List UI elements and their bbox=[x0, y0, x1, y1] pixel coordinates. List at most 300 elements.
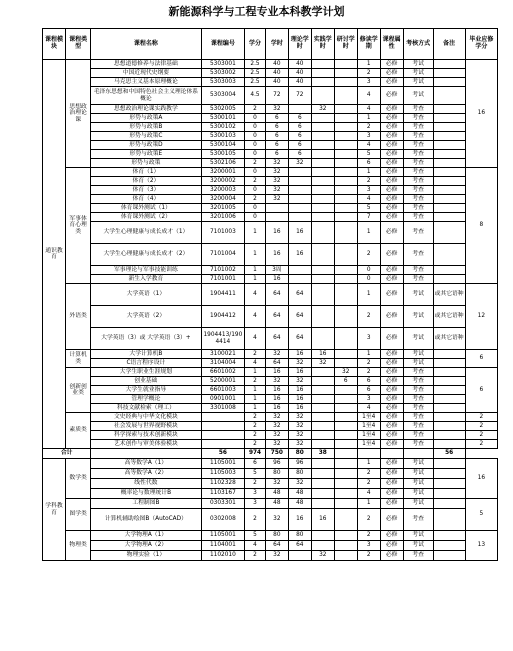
table-row bbox=[43, 204, 498, 213]
course-attribute: 必修 bbox=[380, 266, 403, 275]
credits: 1 bbox=[245, 404, 266, 413]
course-attribute: 必修 bbox=[380, 123, 403, 132]
credits: 4 bbox=[245, 328, 266, 350]
hours: 32 bbox=[265, 168, 288, 177]
assessment-method: 考查 bbox=[403, 177, 433, 186]
practice-hours bbox=[311, 413, 334, 422]
practice-hours bbox=[311, 186, 334, 195]
course-name: 新生入学教育 bbox=[91, 275, 201, 284]
course-code: 5300104 bbox=[201, 141, 245, 150]
course-name: 体育（2） bbox=[91, 177, 201, 186]
course-type-cell: 创新创业类 bbox=[65, 368, 90, 413]
credits: 2 bbox=[245, 479, 266, 489]
practice-hours: 32 bbox=[311, 551, 334, 561]
theory-hours bbox=[288, 105, 311, 114]
remark-cell bbox=[433, 368, 465, 377]
credits: 6 bbox=[245, 459, 266, 469]
course-code: 5200001 bbox=[201, 377, 245, 386]
seminar-hours bbox=[334, 541, 357, 551]
hours: 72 bbox=[265, 87, 288, 105]
hours: 48 bbox=[265, 499, 288, 509]
course-type-cell: 思想政治理论课 bbox=[65, 60, 90, 168]
hours: 32 bbox=[265, 195, 288, 204]
credits: 2 bbox=[245, 509, 266, 531]
required-credits-cell: 16 bbox=[465, 459, 497, 499]
table-row bbox=[43, 275, 498, 284]
theory-hours: 32 bbox=[288, 359, 311, 368]
assessment-method: 考查 bbox=[403, 395, 433, 404]
course-attribute: 必修 bbox=[380, 204, 403, 213]
theory-hours: 6 bbox=[288, 114, 311, 123]
remark-cell bbox=[433, 431, 465, 440]
theory-hours bbox=[288, 177, 311, 186]
remark-cell bbox=[433, 78, 465, 87]
seminar-hours bbox=[334, 177, 357, 186]
course-code: 5300105 bbox=[201, 150, 245, 159]
remark-cell bbox=[433, 60, 465, 69]
seminar-hours bbox=[334, 350, 357, 359]
remark-cell bbox=[433, 159, 465, 168]
seminar-hours bbox=[334, 204, 357, 213]
course-attribute: 必修 bbox=[380, 459, 403, 469]
practice-hours bbox=[311, 368, 334, 377]
assessment-method: 考查 bbox=[403, 404, 433, 413]
hours: 32 bbox=[265, 422, 288, 431]
course-code: 5303002 bbox=[201, 69, 245, 78]
theory-hours: 16 bbox=[288, 368, 311, 377]
credits: 2 bbox=[245, 431, 266, 440]
practice-hours bbox=[311, 244, 334, 266]
course-type-cell: 军事体育心理类 bbox=[65, 168, 90, 284]
seminar-hours bbox=[334, 413, 357, 422]
course-name: 形势与政策B bbox=[91, 123, 201, 132]
remark-cell bbox=[433, 141, 465, 150]
practice-hours bbox=[311, 87, 334, 105]
course-code: 0302008 bbox=[201, 509, 245, 531]
remark-cell bbox=[433, 222, 465, 244]
course-attribute: 必修 bbox=[380, 186, 403, 195]
theory-hours: 16 bbox=[288, 509, 311, 531]
remark-cell: 或其它语种 bbox=[433, 306, 465, 328]
table-row bbox=[43, 551, 498, 561]
table-row bbox=[43, 531, 498, 541]
semester: 4 bbox=[357, 195, 380, 204]
course-code: 1103167 bbox=[201, 489, 245, 499]
table-row bbox=[43, 479, 498, 489]
assessment-method: 考查 bbox=[403, 105, 433, 114]
theory-hours bbox=[288, 186, 311, 195]
course-name: 马克思主义基本原理概论 bbox=[91, 78, 201, 87]
course-code bbox=[201, 440, 245, 449]
hours: 40 bbox=[265, 60, 288, 69]
remark-cell bbox=[433, 479, 465, 489]
course-attribute: 必修 bbox=[380, 368, 403, 377]
hours: 974 bbox=[245, 449, 266, 459]
credits: 2 bbox=[245, 551, 266, 561]
practice-hours bbox=[311, 459, 334, 469]
remark-cell bbox=[433, 531, 465, 541]
seminar-hours bbox=[334, 87, 357, 105]
course-name: 军事理论与军事技能训练 bbox=[91, 266, 201, 275]
course-attribute: 必修 bbox=[380, 213, 403, 222]
seminar-hours bbox=[334, 489, 357, 499]
module-cell: 通识教育 bbox=[43, 60, 66, 449]
practice-hours bbox=[311, 114, 334, 123]
credits: 4 bbox=[245, 541, 266, 551]
assessment-method: 考查 bbox=[403, 222, 433, 244]
seminar-hours bbox=[334, 266, 357, 275]
remark-cell bbox=[433, 266, 465, 275]
assessment-method: 考试 bbox=[403, 306, 433, 328]
theory-hours: 6 bbox=[288, 132, 311, 141]
credits: 1 bbox=[245, 275, 266, 284]
semester: 7 bbox=[357, 213, 380, 222]
hours: 32 bbox=[265, 431, 288, 440]
semester: 2 bbox=[357, 509, 380, 531]
seminar-hours bbox=[334, 551, 357, 561]
course-code: 3200004 bbox=[201, 195, 245, 204]
hours: 80 bbox=[265, 469, 288, 479]
assessment-method: 考查 bbox=[403, 159, 433, 168]
semester: 6 bbox=[357, 386, 380, 395]
header-cell: 理论学时 bbox=[288, 29, 311, 60]
course-code bbox=[201, 422, 245, 431]
theory-hours bbox=[288, 168, 311, 177]
module-cell: 学科教育 bbox=[43, 459, 66, 561]
hours: 6 bbox=[265, 141, 288, 150]
hours: 80 bbox=[265, 531, 288, 541]
seminar-hours bbox=[334, 395, 357, 404]
theory-hours: 80 bbox=[288, 469, 311, 479]
assessment-method: 考查 bbox=[403, 150, 433, 159]
practice-hours bbox=[311, 168, 334, 177]
practice-hours bbox=[311, 60, 334, 69]
practice-hours: 32 bbox=[311, 359, 334, 368]
remark-cell bbox=[433, 213, 465, 222]
required-credits-cell: 2 bbox=[465, 431, 497, 440]
assessment-method: 考试 bbox=[403, 469, 433, 479]
semester: 1至4 bbox=[357, 422, 380, 431]
theory-hours: 6 bbox=[288, 141, 311, 150]
seminar-hours bbox=[334, 105, 357, 114]
seminar-hours bbox=[334, 479, 357, 489]
credits: 0 bbox=[245, 114, 266, 123]
course-attribute: 必修 bbox=[380, 422, 403, 431]
required-credits-cell: 8 bbox=[465, 168, 497, 284]
course-code: 1105001 bbox=[201, 459, 245, 469]
course-name: 工程制图B bbox=[91, 499, 201, 509]
seminar-hours bbox=[334, 499, 357, 509]
assessment-method: 考查 bbox=[403, 141, 433, 150]
practice-hours bbox=[311, 159, 334, 168]
course-type-cell: 数学类 bbox=[65, 459, 90, 499]
semester: 2 bbox=[357, 306, 380, 328]
semester: 1 bbox=[357, 499, 380, 509]
credits: 5 bbox=[245, 531, 266, 541]
hours: 3周 bbox=[265, 266, 288, 275]
seminar-hours: 32 bbox=[334, 368, 357, 377]
course-code: 5300102 bbox=[201, 123, 245, 132]
table-row bbox=[43, 141, 498, 150]
required-credits-cell: 2 bbox=[465, 413, 497, 422]
course-attribute: 必修 bbox=[380, 440, 403, 449]
hours: 32 bbox=[265, 551, 288, 561]
semester: 3 bbox=[357, 78, 380, 87]
assessment-method: 考试 bbox=[403, 60, 433, 69]
course-attribute: 必修 bbox=[380, 177, 403, 186]
table-row bbox=[43, 105, 498, 114]
course-code bbox=[201, 413, 245, 422]
practice-hours bbox=[311, 499, 334, 509]
assessment-method: 考查 bbox=[403, 132, 433, 141]
table-row bbox=[43, 284, 498, 306]
required-credits-cell: 6 bbox=[465, 368, 497, 413]
course-name: 大学生心理健康与成长成才（2） bbox=[91, 244, 201, 266]
semester: 3 bbox=[357, 132, 380, 141]
hours bbox=[265, 204, 288, 213]
semester: 6 bbox=[357, 159, 380, 168]
credits: 4 bbox=[245, 284, 266, 306]
assessment-method: 考试 bbox=[403, 69, 433, 78]
practice-hours bbox=[311, 141, 334, 150]
course-type-cell: 外语类 bbox=[65, 284, 90, 350]
practice-hours bbox=[311, 422, 334, 431]
remark-cell bbox=[433, 551, 465, 561]
course-code: 1102010 bbox=[201, 551, 245, 561]
course-attribute: 必修 bbox=[380, 244, 403, 266]
remark-cell bbox=[433, 123, 465, 132]
credits: 2 bbox=[245, 413, 266, 422]
hours: 16 bbox=[265, 368, 288, 377]
header-cell: 课程编号 bbox=[201, 29, 245, 60]
course-name: 科学探索与技术创新模块 bbox=[91, 431, 201, 440]
practice-hours bbox=[311, 328, 334, 350]
theory-hours: 48 bbox=[288, 489, 311, 499]
theory-hours: 16 bbox=[288, 244, 311, 266]
seminar-hours bbox=[334, 222, 357, 244]
remark-cell: 或其它语种 bbox=[433, 328, 465, 350]
seminar-hours bbox=[334, 69, 357, 78]
course-attribute: 必修 bbox=[380, 413, 403, 422]
assessment-method: 考试 bbox=[403, 489, 433, 499]
seminar-hours bbox=[334, 469, 357, 479]
theory-hours: 32 bbox=[288, 422, 311, 431]
course-name: 形势与政策C bbox=[91, 132, 201, 141]
practice-hours bbox=[311, 431, 334, 440]
assessment-method: 考试 bbox=[403, 328, 433, 350]
course-name: 体育课外测试（1） bbox=[91, 204, 201, 213]
course-name: 高等数学A（1） bbox=[91, 459, 201, 469]
remark-cell bbox=[433, 204, 465, 213]
header-cell: 学分 bbox=[245, 29, 266, 60]
course-code: 3201005 bbox=[201, 204, 245, 213]
course-name: 大学物理A（2） bbox=[91, 541, 201, 551]
course-name: 高等数学A（2） bbox=[91, 469, 201, 479]
table-row bbox=[43, 359, 498, 368]
theory-hours: 16 bbox=[288, 404, 311, 413]
seminar-hours bbox=[334, 328, 357, 350]
theory-hours: 32 bbox=[288, 159, 311, 168]
credits: 1 bbox=[245, 222, 266, 244]
assessment-method: 考查 bbox=[403, 440, 433, 449]
course-code: 3301008 bbox=[201, 404, 245, 413]
semester: 2 bbox=[357, 551, 380, 561]
remark-cell bbox=[433, 489, 465, 499]
course-name: 形势与政策D bbox=[91, 141, 201, 150]
course-name: 大学英语（1） bbox=[91, 284, 201, 306]
assessment-method bbox=[380, 449, 403, 459]
course-attribute: 必修 bbox=[380, 69, 403, 78]
assessment-method: 考试 bbox=[403, 87, 433, 105]
theory-hours: 64 bbox=[288, 284, 311, 306]
remark-cell bbox=[433, 195, 465, 204]
theory-hours: 32 bbox=[288, 431, 311, 440]
hours: 32 bbox=[265, 350, 288, 359]
header-cell: 研讨学时 bbox=[334, 29, 357, 60]
course-name: 创业基础 bbox=[91, 377, 201, 386]
remark-cell bbox=[433, 422, 465, 431]
seminar-hours bbox=[334, 422, 357, 431]
table-row bbox=[43, 431, 498, 440]
remark-cell bbox=[433, 275, 465, 284]
hours: 40 bbox=[265, 69, 288, 78]
credits: 2 bbox=[245, 440, 266, 449]
hours: 32 bbox=[265, 159, 288, 168]
semester: 3 bbox=[357, 395, 380, 404]
table-row bbox=[43, 328, 498, 350]
credits: 2.5 bbox=[245, 78, 266, 87]
course-attribute: 必修 bbox=[380, 404, 403, 413]
theory-hours: 16 bbox=[288, 222, 311, 244]
course-name: 科技文献检索（理工） bbox=[91, 404, 201, 413]
header-cell: 课程类型 bbox=[65, 29, 90, 60]
semester: 3 bbox=[357, 541, 380, 551]
course-name: 线性代数 bbox=[91, 479, 201, 489]
seminar-hours: 6 bbox=[334, 377, 357, 386]
required-credits-cell: 2 bbox=[465, 440, 497, 449]
seminar-hours bbox=[334, 168, 357, 177]
table-row bbox=[43, 213, 498, 222]
page-title: 新能源科学与工程专业本科教学计划 bbox=[168, 5, 345, 18]
seminar-hours bbox=[334, 359, 357, 368]
remark-cell bbox=[433, 87, 465, 105]
hours: 48 bbox=[265, 489, 288, 499]
credits: 2 bbox=[245, 195, 266, 204]
semester: 1 bbox=[357, 114, 380, 123]
seminar-hours bbox=[334, 159, 357, 168]
practice-hours bbox=[311, 275, 334, 284]
remark-cell bbox=[433, 395, 465, 404]
seminar-hours bbox=[334, 150, 357, 159]
course-name: 体育（4） bbox=[91, 195, 201, 204]
course-attribute bbox=[357, 449, 380, 459]
course-attribute: 必修 bbox=[380, 431, 403, 440]
practice-hours bbox=[311, 404, 334, 413]
assessment-method: 考查 bbox=[403, 377, 433, 386]
practice-hours bbox=[311, 469, 334, 479]
remark-cell bbox=[433, 105, 465, 114]
course-name: 形势与政策E bbox=[91, 150, 201, 159]
course-attribute: 必修 bbox=[380, 350, 403, 359]
course-name: 概率论与数理统计B bbox=[91, 489, 201, 499]
semester: 1至4 bbox=[357, 413, 380, 422]
semester: 5 bbox=[357, 150, 380, 159]
required-credits-cell: 12 bbox=[465, 284, 497, 350]
assessment-method: 考查 bbox=[403, 413, 433, 422]
course-code: 1105003 bbox=[201, 469, 245, 479]
hours: 16 bbox=[265, 244, 288, 266]
course-name: 大学生职业生涯规划 bbox=[91, 368, 201, 377]
table-row bbox=[43, 499, 498, 509]
header-cell: 修读学期 bbox=[357, 29, 380, 60]
course-name: 大学英语（2） bbox=[91, 306, 201, 328]
theory-hours: 80 bbox=[288, 531, 311, 541]
practice-hours bbox=[311, 531, 334, 541]
theory-hours: 64 bbox=[288, 306, 311, 328]
header-cell: 实践学时 bbox=[311, 29, 334, 60]
table-row bbox=[43, 386, 498, 395]
table-row bbox=[43, 509, 498, 531]
remark-cell: 或其它语种 bbox=[433, 284, 465, 306]
credits: 1 bbox=[245, 266, 266, 275]
course-attribute: 必修 bbox=[380, 499, 403, 509]
semester: 3 bbox=[357, 328, 380, 350]
course-attribute: 必修 bbox=[380, 328, 403, 350]
remark-cell bbox=[433, 469, 465, 479]
remark-cell bbox=[433, 350, 465, 359]
hours: 96 bbox=[265, 459, 288, 469]
theory-hours bbox=[288, 275, 311, 284]
practice-hours bbox=[311, 78, 334, 87]
table-row bbox=[43, 159, 498, 168]
table-row bbox=[43, 459, 498, 469]
practice-hours bbox=[311, 284, 334, 306]
theory-hours bbox=[288, 195, 311, 204]
table-row bbox=[43, 168, 498, 177]
header-row bbox=[43, 29, 498, 60]
remark-cell bbox=[433, 177, 465, 186]
table-row bbox=[43, 222, 498, 244]
practice-hours bbox=[311, 150, 334, 159]
course-name: 体育（3） bbox=[91, 186, 201, 195]
hours: 16 bbox=[265, 395, 288, 404]
remark-cell bbox=[433, 132, 465, 141]
assessment-method: 考试 bbox=[403, 284, 433, 306]
curriculum-table bbox=[42, 28, 498, 561]
table-row bbox=[43, 541, 498, 551]
hours: 64 bbox=[265, 306, 288, 328]
theory-hours bbox=[288, 266, 311, 275]
hours: 32 bbox=[265, 413, 288, 422]
course-attribute: 必修 bbox=[380, 132, 403, 141]
hours: 64 bbox=[265, 541, 288, 551]
course-code: 5302005 bbox=[201, 105, 245, 114]
remark-cell bbox=[433, 150, 465, 159]
course-name: 大学生心理健康与成长成才（1） bbox=[91, 222, 201, 244]
table-row bbox=[43, 469, 498, 479]
header-cell: 课程模块 bbox=[43, 29, 66, 60]
practice-hours: 16 bbox=[311, 350, 334, 359]
credits: 56 bbox=[201, 449, 245, 459]
credits: 2 bbox=[245, 177, 266, 186]
course-attribute: 必修 bbox=[380, 395, 403, 404]
course-code: 3100021 bbox=[201, 350, 245, 359]
course-attribute: 必修 bbox=[380, 105, 403, 114]
course-name: 中国近现代史纲要 bbox=[91, 69, 201, 78]
credits: 0 bbox=[245, 213, 266, 222]
assessment-method: 考查 bbox=[403, 431, 433, 440]
seminar-hours bbox=[334, 213, 357, 222]
